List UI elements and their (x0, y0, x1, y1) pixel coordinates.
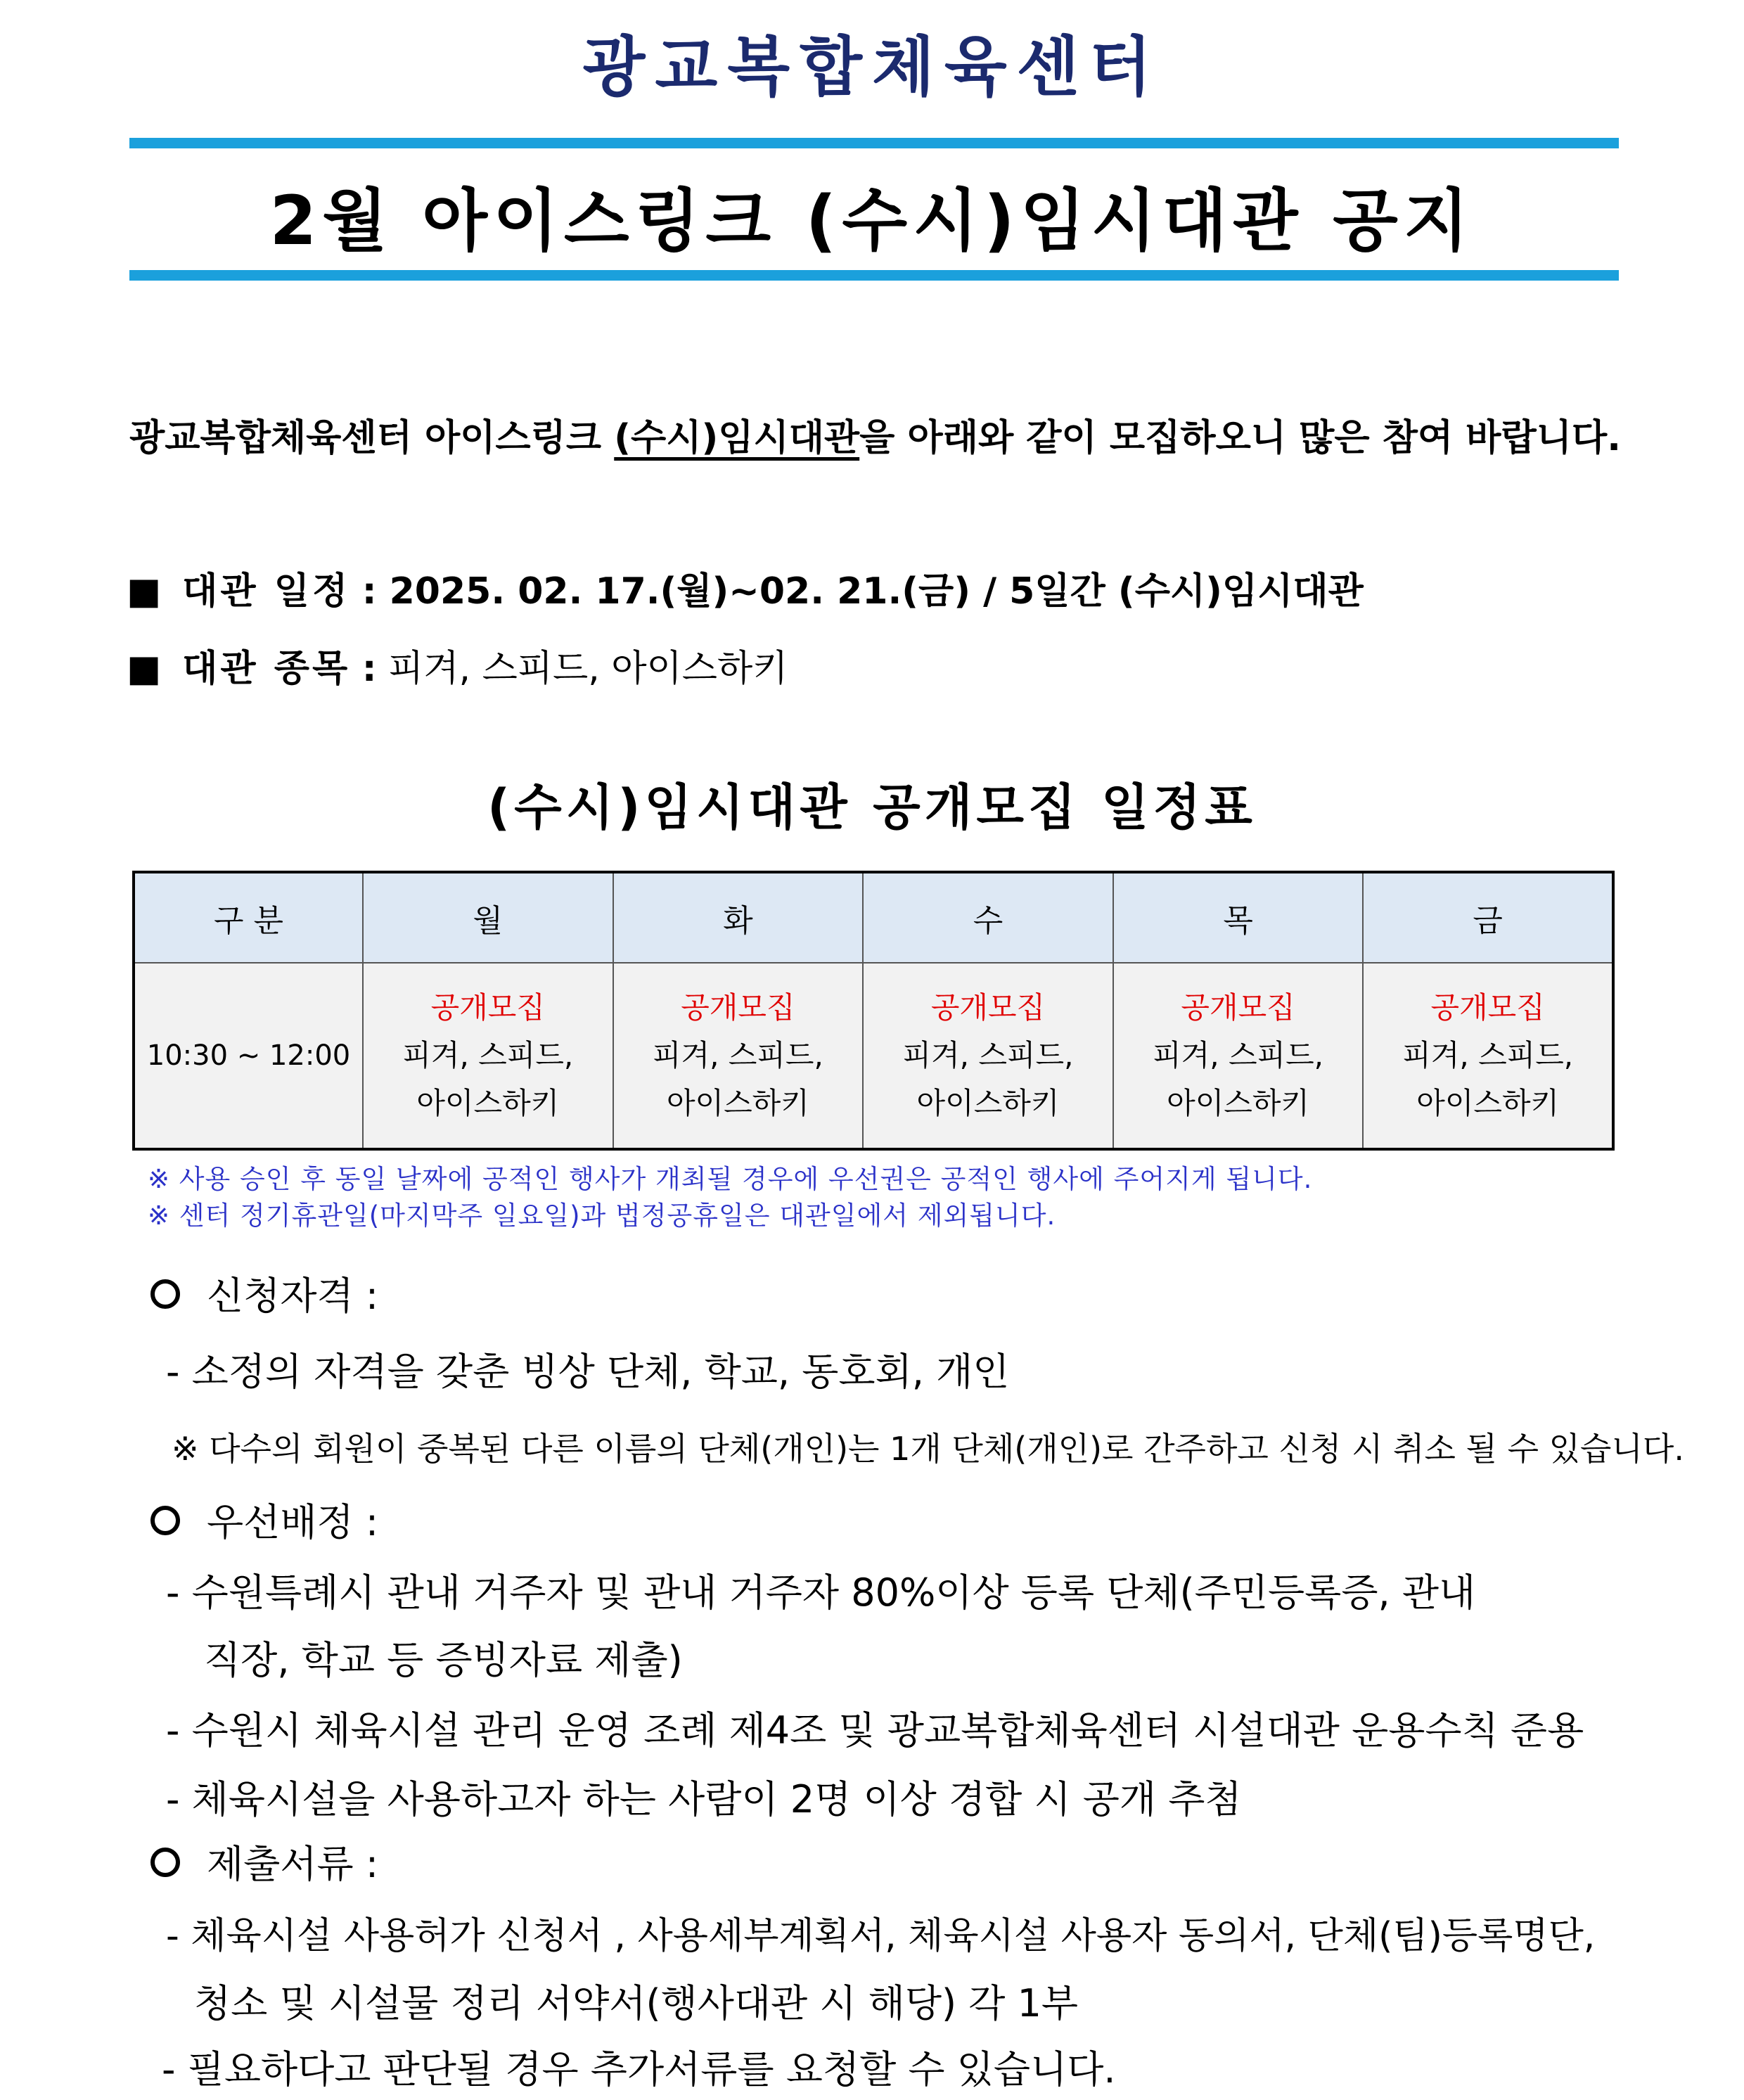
section-heading-text: 신청자격 : (207, 1274, 379, 1318)
intro-text-underlined: (수시)임시대관 (614, 417, 860, 459)
cell-status: 공개모집 (430, 990, 545, 1025)
schedule-label: 대관 일정 (182, 570, 351, 613)
cell-status: 공개모집 (1181, 990, 1295, 1025)
eligibility-item: - 소정의 자격을 갖춘 빙상 단체, 학교, 동호회, 개인 (166, 1350, 1010, 1394)
priority-item-1-line-1: - 수원특례시 관내 거주자 및 관내 거주자 80%이상 등록 단체(주민등록증, 관내 (166, 1570, 1476, 1615)
section-heading-eligibility (150, 1266, 378, 1320)
organization-title: 광교복합체육센터 (582, 30, 1162, 105)
cell-sports-line2: 아이스하키 (666, 1086, 809, 1120)
documents-item-1-line-1: - 체육시설 사용허가 신청서 , 사용세부계획서, 체육시설 사용자 동의서, 단체(팀)등록명단, (166, 1915, 1596, 1957)
schedule-info-line (127, 561, 1364, 614)
day-cell (863, 963, 1113, 1149)
header-cell-day: 수 (863, 872, 1113, 963)
square-bullet-icon: ■ (127, 570, 162, 613)
schedule-table (132, 871, 1615, 1151)
day-cell (1363, 963, 1613, 1149)
sports-value: 피겨, 스피드, 아이스하키 (388, 648, 788, 690)
title-rule-bottom (129, 270, 1619, 281)
section-heading-documents (150, 1834, 378, 1888)
day-cell (613, 963, 864, 1149)
cell-sports-line1: 피겨, 스피드, (402, 1038, 574, 1073)
circle-bullet-icon (150, 1506, 180, 1535)
intro-text-after: 을 아래와 같이 모집하오니 많은 참여 바랍니다. (859, 417, 1621, 459)
schedule-value: : 2025. 02. 17.(월)~02. 21.(금) / 5일간 (수시)임시대관 (361, 570, 1364, 613)
square-bullet-icon: ■ (127, 648, 162, 690)
cell-sports-line1: 피겨, 스피드, (652, 1038, 823, 1073)
priority-item-2: - 수원시 체육시설 관리 운영 조례 제4조 및 광교복합체육센터 시설대관 운용수칙 준용 (166, 1708, 1584, 1753)
eligibility-note: ※ 다수의 회원이 중복된 다른 이름의 단체(개인)는 1개 단체(개인)로 간주하고 신청 시 취소 될 수 있습니다. (172, 1430, 1684, 1468)
notice-note: ※ 사용 승인 후 동일 날짜에 공적인 행사가 개최될 경우에 우선권은 공적인 행사에 주어지게 됩니다. (148, 1164, 1313, 1194)
intro-sentence (129, 408, 1627, 461)
cell-sports-line1: 피겨, 스피드, (1402, 1038, 1574, 1073)
section-heading-text: 우선배정 : (207, 1500, 379, 1544)
header-cell-day: 목 (1113, 872, 1364, 963)
cell-sports-line2: 아이스하키 (416, 1086, 560, 1120)
sports-info-line (127, 639, 788, 691)
cell-sports-line2: 아이스하키 (916, 1086, 1060, 1120)
documents-item-2: - 필요하다고 판단될 경우 추가서류를 요청할 수 있습니다. (162, 2047, 1116, 2092)
priority-item-1-line-2: 직장, 학교 등 증빙자료 제출) (204, 1638, 683, 1682)
title-rule-top (129, 138, 1619, 148)
circle-bullet-icon (150, 1848, 180, 1877)
sports-colon: : (361, 648, 377, 690)
schedule-table-title: (수시)임시대관 공개모집 일정표 (487, 779, 1257, 836)
section-heading-text: 제출서류 : (207, 1842, 379, 1886)
cell-sports-line2: 아이스하키 (1416, 1086, 1560, 1120)
table-header-row (134, 872, 1613, 963)
header-cell-day: 월 (363, 872, 613, 963)
cell-status: 공개모집 (930, 990, 1046, 1025)
time-cell: 10:30 ~ 12:00 (134, 963, 363, 1149)
header-cell-day: 금 (1363, 872, 1613, 963)
documents-item-1-line-2: 청소 및 시설물 정리 서약서(행사대관 시 해당) 각 1부 (194, 1981, 1079, 2025)
cell-status: 공개모집 (681, 990, 795, 1025)
section-heading-priority (150, 1492, 378, 1547)
intro-text-before: 광교복합체육센터 아이스링크 (129, 417, 615, 459)
cell-sports-line1: 피겨, 스피드, (1153, 1038, 1324, 1073)
priority-item-3: - 체육시설을 사용하고자 하는 사람이 2명 이상 경합 시 공개 추첨 (166, 1777, 1242, 1822)
day-cell (1113, 963, 1364, 1149)
cell-status: 공개모집 (1430, 990, 1545, 1025)
notice-title: 2월 아이스링크 (수시)임시대관 공지 (269, 181, 1475, 260)
day-cell (363, 963, 613, 1149)
table-row (134, 963, 1613, 1149)
header-cell-category: 구 분 (134, 872, 363, 963)
sports-label: 대관 종목 (182, 648, 351, 690)
header-cell-day: 화 (613, 872, 864, 963)
cell-sports-line2: 아이스하키 (1167, 1086, 1310, 1120)
notice-note: ※ 센터 정기휴관일(마지막주 일요일)과 법정공휴일은 대관일에서 제외됩니다. (148, 1201, 1056, 1231)
circle-bullet-icon (150, 1279, 180, 1309)
cell-sports-line1: 피겨, 스피드, (902, 1038, 1074, 1073)
